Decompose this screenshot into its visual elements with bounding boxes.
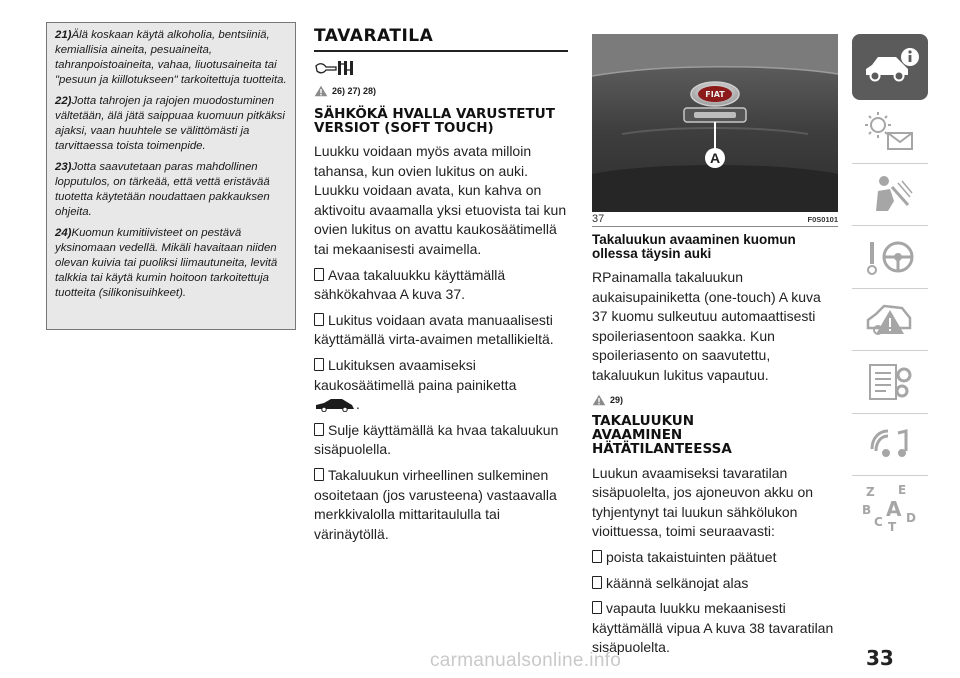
checkbox-bullet-icon — [592, 576, 602, 589]
maintenance-icon[interactable] — [852, 351, 928, 414]
warning-notes-box — [46, 22, 296, 330]
warning-ref-29: 29) — [592, 394, 838, 406]
checkbox-bullet-icon — [314, 313, 324, 326]
warning-refs: 26) 27) 28) — [314, 85, 569, 97]
index-letter: E — [898, 483, 907, 498]
emergency-heading: TAKALUUKUN AVAAMINEN HÄTÄTILANTEESSA — [592, 412, 732, 457]
checkbox-bullet-icon — [314, 268, 324, 281]
index-letter: C — [874, 515, 883, 530]
callout-a-label: A — [709, 150, 721, 166]
svg-text:FIAT: FIAT — [705, 90, 725, 99]
warning-note-21: 21)Älä koskaan käytä alkoholia, bentsiiniä, kemiallisia aineita, pesuaineita, tahranpoistoaineita, vahaa, liuotusaineita tai "pesuun ja kiillotukseen" tarkoitettuja tuotteita. — [55, 29, 287, 86]
index-letter: T — [888, 520, 897, 533]
bullet-item: Lukitus voidaan avata manuaalisesti käyttämällä virta-avaimen metallikieltä. — [314, 311, 554, 348]
soft-touch-heading: SÄHKÖKÄ HVALLA VARUSTETUT VERSIOT (SOFT TOUCH) — [314, 106, 555, 136]
safety-icon[interactable] — [852, 164, 928, 227]
section-title: TAVARATILA — [314, 26, 434, 46]
one-touch-paragraph: RPainamalla takaluukun aukaisupainiketta (one-touch) A kuva 37 kuomu sulkeutuu automaattisesti spoileriasentoon saakka. Kun spoileriasento on saavutettu, takaluukun lukitus vapautuu. — [592, 269, 821, 383]
warning-note-22: 22)Jotta tahrojen ja rajojen muodostuminen vältetään, älä jätä saippuaa kuomuun pitkäksi ajaksi, vaan huuhtele se välittömästi ja tarvittaessa toista toimenpide. — [55, 95, 285, 152]
bullet-item: poista takaistuinten päätuet — [592, 548, 838, 568]
warning-note-24: 24)Kuomun kumitiivisteet on pestävä yksinomaan vedellä. Mikäli havaitaan niiden olevan kuivia tai puoliksi liimautuneita, levitä talkkia tai käytä kumin hoitoon tarkoitettuja tuotteita (silikonisuihkeet). — [55, 227, 278, 299]
multimedia-icon[interactable] — [852, 414, 928, 477]
key-icon — [314, 58, 569, 80]
emergency-paragraph: Luukun avaamiseksi tavaratilan sisäpuolelta, jos ajoneuvon akku on tyhjentynyt tai luukun sähkölukon vioittuessa, toimi seuraavasti: — [592, 464, 814, 540]
bullet-item: Takaluukun virheellinen sulkeminen osoitetaan (jos varusteena) vastaavalla merkkivalolla mittaritaululla tai värinäytöllä. — [314, 466, 557, 542]
checkbox-bullet-icon — [314, 468, 324, 481]
index-letter: Z — [866, 485, 875, 500]
title-rule — [314, 50, 568, 52]
index-letter: B — [862, 503, 872, 518]
warning-icon[interactable] — [852, 289, 928, 352]
car-info-icon[interactable] — [852, 34, 928, 100]
trunk-button-icon — [314, 396, 356, 412]
checkbox-bullet-icon — [314, 358, 324, 371]
index-letter: D — [906, 511, 916, 526]
intro-paragraph: Luukku voidaan myös avata milloin tahansa, kun ovien lukitus on auki. Luukku voidaan avata, kun kahva on aktivoitu avaamalla yksi etuovista tai kun ovien lukitus on avattu kaukosäätimellä tai mekaanisesti avaimella. — [314, 143, 567, 257]
luggage-section — [314, 28, 569, 544]
bullet-item: käännä selkänojat alas — [592, 574, 838, 594]
bullet-item: Sulje käyttämällä ka hvaa takaluukun sisäpuolella. — [314, 421, 559, 458]
tailgate-photo — [592, 34, 838, 212]
bullet-item: vapauta luukku mekaanisesti käyttämällä vipua A kuva 38 tavaratilan sisäpuolelta. — [592, 600, 834, 656]
page-number: 33 — [866, 646, 894, 670]
index-letter: A — [886, 497, 902, 522]
watermark: carmanualsonline.info — [430, 650, 622, 671]
chapter-sidebar — [852, 34, 928, 539]
warning-triangle-icon — [314, 85, 328, 97]
warning-note-23: 23)Jotta saavutetaan paras mahdollinen lopputulos, on tärkeää, että vettä eristävää tuotetta käytetään noudattaen pakkauksen ohjeita. — [55, 161, 270, 218]
checkbox-bullet-icon — [592, 601, 602, 614]
checkbox-bullet-icon — [314, 423, 324, 436]
figure-caption — [592, 213, 838, 227]
index-icon[interactable] — [852, 476, 928, 539]
checkbox-bullet-icon — [592, 550, 602, 563]
lights-icon[interactable] — [852, 101, 928, 164]
figure-number: 37 — [592, 213, 605, 225]
tailgate-section — [592, 34, 838, 658]
figure-code: F0S0101 — [807, 215, 838, 224]
one-touch-heading: Takaluukun avaaminen kuomun ollessa täysin auki — [592, 232, 796, 261]
bullet-item: Lukituksen avaamiseksi kaukosäätimellä paina painiketta . — [314, 356, 517, 413]
warning-triangle-icon — [592, 394, 606, 406]
driving-icon[interactable] — [852, 226, 928, 289]
bullet-item: Avaa takaluukku käyttämällä sähkökahvaa A kuva 37. — [314, 266, 506, 303]
